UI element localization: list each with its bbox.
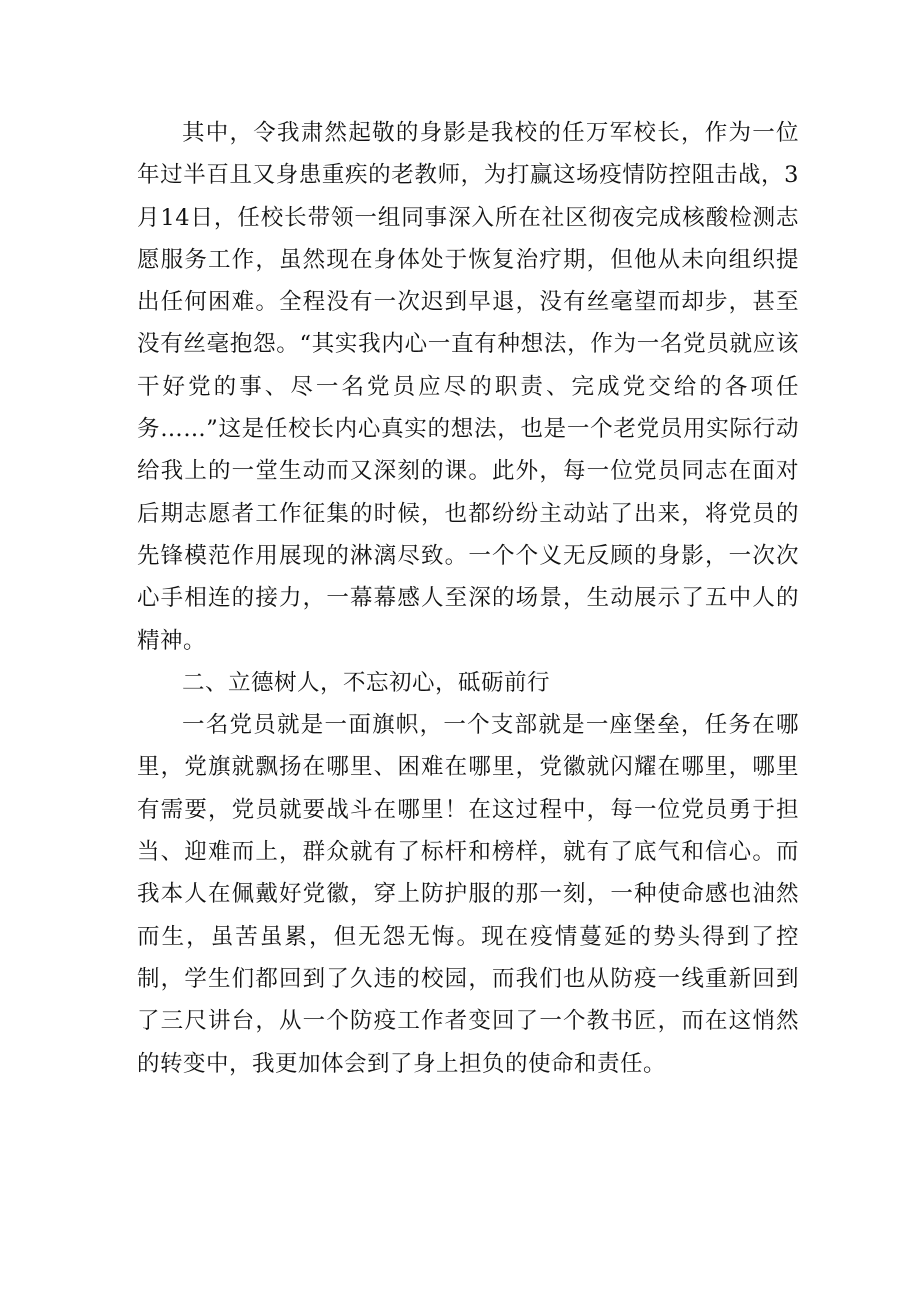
paragraph-principal-story: 其中，令我肃然起敬的身影是我校的任万军校长，作为一位年过半百且又身患重疾的老教师，为打赢这场疫情防控阻击战，3月14日，任校长带领一组同事深入所在社区彻夜完成核酸检测志愿服务工作，虽然现在身体处于恢复治疗期，但他从未向组织提出任何困难。全程没有一次迟到早退，没有丝毫望而却步，甚至没有丝毫抱怨。“其实我内心一直有种想法，作为一名党员就应该干好党的事、尽一名党员应尽的职责、完成党交给的各项任务……”这是任校长内心真实的想法，也是一个老党员用实际行动给我上的一堂生动而又深刻的课。此外，每一位党员同志在面对后期志愿者工作征集的时候，也都纷纷主动站了出来，将党员的先锋模范作用展现的淋漓尽致。一个个义无反顾的身影，一次次心手相连的接力，一幕幕感人至深的场景，生动展示了五中人的精神。 [137, 120, 799, 654]
document-body [137, 112, 799, 1085]
paragraph-party-member-mission: 一名党员就是一面旗帜，一个支部就是一座堡垒，任务在哪里，党旗就飘扬在哪里、困难在哪里，党徽就闪耀在哪里，哪里有需要，党员就要战斗在哪里！在这过程中，每一位党员勇于担当、迎难而上，群众就有了标杆和榜样，就有了底气和信心。而我本人在佩戴好党徽，穿上防护服的那一刻，一种使命感也油然而生，虽苦虽累，但无怨无悔。现在疫情蔓延的势头得到了控制，学生们都回到了久违的校园，而我们也从防疫一线重新回到了三尺讲台，从一个防疫工作者变回了一个教书匠，而在这悄然的转变中，我更加体会到了身上担负的使命和责任。 [137, 712, 799, 1077]
section-heading: 二、立德树人，不忘初心，砥砺前行 [182, 669, 551, 696]
